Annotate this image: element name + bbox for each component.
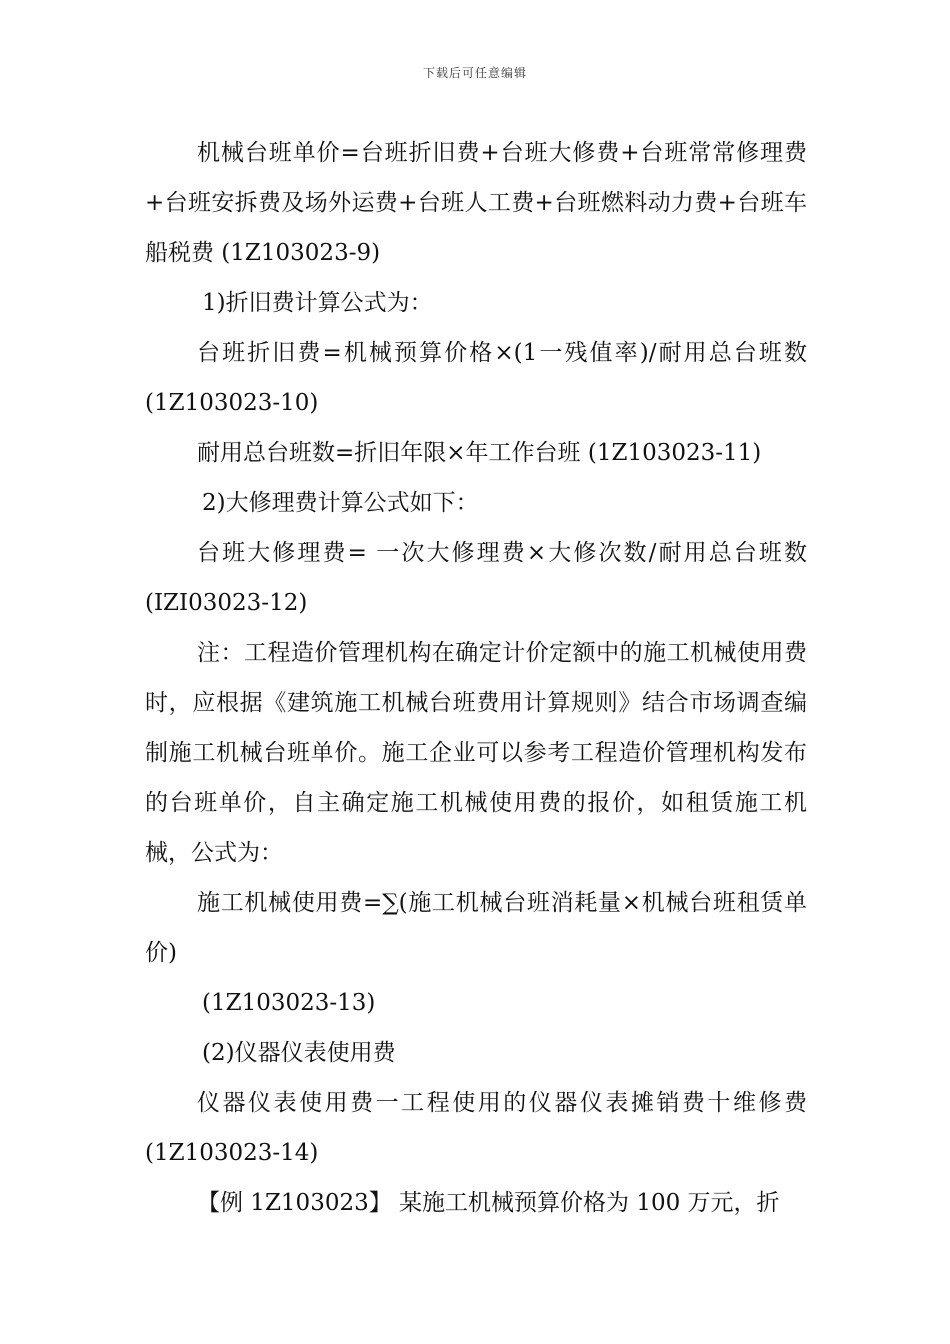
paragraph-total-shifts-formula: 耐用总台班数=折旧年限×年工作台班 (1Z103023-11) (197, 440, 762, 466)
page-header: 下载后可任意编辑 (422, 66, 527, 80)
paragraph-example: 【例 1Z103023】 某施工机械预算价格为 100 万元，折 (197, 1190, 780, 1216)
document-body (145, 128, 807, 1228)
paragraph-depreciation-heading: 1)折旧费计算公式为： (202, 290, 433, 316)
paragraph-machine-usage-formula: 施工机械使用费=∑(施工机械台班消耗量×机械台班租赁单价) (145, 890, 807, 966)
paragraph-note: 注：工程造价管理机构在确定计价定额中的施工机械使用费时，应根据《建筑施工机械台班费用计算规则》结合市场调查编制施工机械台班单价。施工企业可以参考工程造价管理机构发布的台班单价，自主确定施工机械使用费的报价，如租赁施工机械，公式为： (145, 640, 807, 866)
paragraph-formula-number: (1Z103023-13) (202, 990, 376, 1016)
paragraph-depreciation-formula: 台班折旧费=机械预算价格×(1一残值率)/耐用总台班数 (1Z103023-10) (145, 340, 807, 416)
paragraph-instrument-formula: 仪器仪表使用费一工程使用的仪器仪表摊销费十维修费 (1Z103023-14) (145, 1090, 807, 1166)
paragraph-machine-shift-price: 机械台班单价=台班折旧费+台班大修费+台班常常修理费+台班安拆费及场外运费+台班人工费+台班燃料动力费+台班车船税费 (1Z103023-9) (145, 140, 807, 266)
paragraph-overhaul-heading: 2)大修理费计算公式如下： (202, 490, 479, 516)
paragraph-instrument-heading: (2)仪器仪表使用费 (202, 1040, 396, 1066)
paragraph-overhaul-formula: 台班大修理费= 一次大修理费×大修次数/耐用总台班数 (IZI03023-12) (145, 540, 807, 616)
